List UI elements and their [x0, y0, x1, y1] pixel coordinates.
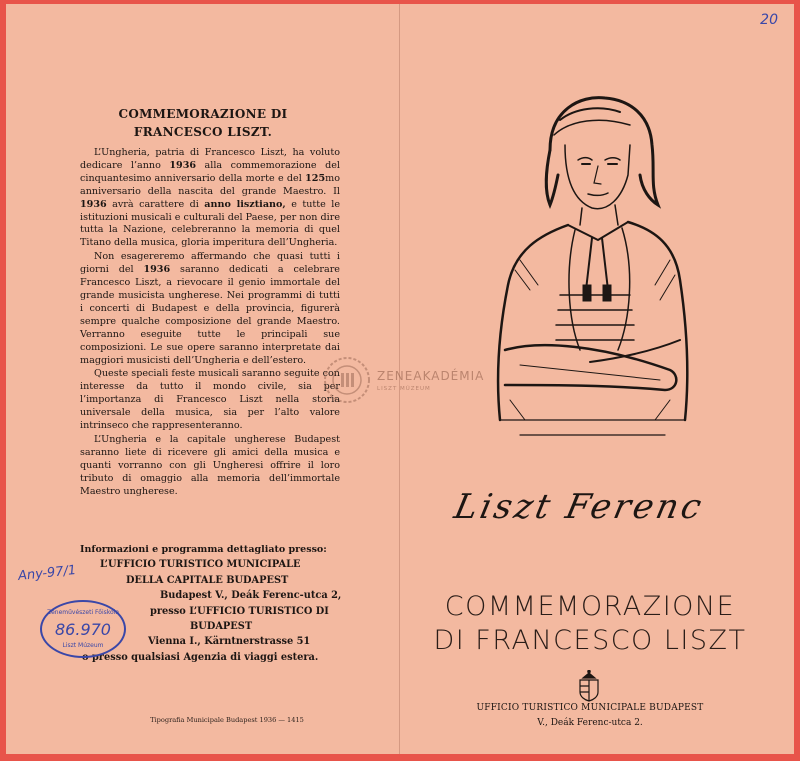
watermark-seal-icon	[322, 355, 372, 405]
paragraph-1	[80, 147, 340, 250]
office2-line1: presso L’UFFICIO TURISTICO DI	[150, 605, 329, 617]
cover-title-line1: COMMEMORAZIONE	[444, 591, 736, 622]
handwritten-page-number: 20	[760, 12, 778, 28]
handwritten-inventory-mark: Any-97/1	[17, 562, 77, 585]
office2-line2: BUDAPEST	[190, 621, 253, 633]
bold-text: 1936	[143, 264, 171, 276]
stamp-number: 86.970	[55, 620, 111, 639]
text-run: saranno dedicati a celebrare Francesco Liszt, a rievocare il genio immortale del grande musicista ungherese. Nei programmi di tutti i concerti di Budapest e della provincia, figurerà sempre qualche composizione del grande Maestro. Verranno eseguite tutte le principali sue composizioni. Le sue opere saranno interpretate dai maggiori musicisti dell’Ungheria e dell’estero.	[80, 264, 340, 366]
bold-text: 1936	[80, 198, 107, 210]
stamp-top-text: Zeneművészeti Főiskola	[46, 609, 120, 616]
text-run: e tutte le istituzioni musicali e culturali del Paese, per non dire tutta la Nazione, celebreranno la memoria di quel Titano della musica, gloria imperitura dell’Ungheria.	[80, 198, 340, 249]
left-title-line2: FRANCESCO LISZT.	[133, 125, 273, 139]
cover-address: V., Deák Ferenc-utca 2.	[537, 718, 643, 728]
text-run: avrà carattere di	[106, 198, 205, 210]
contact-closing: o presso qualsiasi Agenzia di viaggi estera.	[82, 651, 319, 663]
contact-intro: Informazioni e programma dettagliato presso:	[80, 544, 327, 555]
bold-text: anno lisztiano,	[204, 198, 286, 210]
left-title	[118, 105, 288, 141]
office1-address: Budapest V., Deák Ferenc-utca 2,	[160, 590, 342, 602]
text-run: Non esagereremo affermando che quasi tutti i giorni del	[80, 251, 340, 276]
liszt-portrait-illustration	[480, 90, 700, 470]
stamp-bottom-text: Liszt Múzeum	[62, 642, 104, 649]
liszt-signature: Liszt Ferenc	[450, 487, 708, 527]
cover-office: UFFICIO TURISTICO MUNICIPALE BUDAPEST	[476, 703, 704, 713]
left-title-line1: COMMEMORAZIONE DI	[118, 107, 288, 121]
printer-imprint: Tipografia Municipale Budapest 1936 — 1415	[150, 716, 304, 724]
office1-line1: L’UFFICIO TURISTICO MUNICIPALE	[100, 559, 301, 571]
watermark-subtitle: LISZT MÚZEUM	[377, 386, 431, 392]
paragraph-4: L’Ungheria e la capitale ungherese Budapest saranno liete di ricevere gli amici della musica e quanti vorranno con gli Ungheresi offrire il loro tributo di omaggio alla memoria dell’immortale Maestro ungherese.	[80, 433, 340, 497]
bold-text: 1936	[169, 159, 197, 171]
cover-title	[410, 590, 770, 658]
watermark-name: ZENEAKADÉMIA	[377, 369, 485, 383]
museum-stamp	[40, 600, 126, 658]
office1-line2: DELLA CAPITALE BUDAPEST	[126, 574, 289, 586]
text-run: mo anniversario della nascita del grande Maestro. Il	[80, 172, 340, 197]
body-text	[80, 147, 340, 499]
office2-address: Vienna I., Kärntnerstrasse 51	[148, 636, 311, 648]
paragraph-2	[80, 251, 340, 367]
cover-title-line2: DI FRANCESCO LISZT	[433, 625, 747, 656]
bold-text: 125	[305, 172, 326, 184]
text-run: alla commemorazione del cinquantesimo anniversario della morte e del	[80, 159, 340, 184]
paragraph-3: Queste speciali feste musicali saranno seguite con interesse da tutto il mondo civile, sia per l’importanza di Francesco Liszt nella storia universale della musica, sia per l’alto valore intrinseco che rappresenteranno.	[80, 368, 340, 432]
hungarian-crest-icon	[576, 670, 602, 702]
text-run: L’Ungheria, patria di Francesco Liszt, ha voluto dedicare l’anno	[80, 147, 340, 171]
